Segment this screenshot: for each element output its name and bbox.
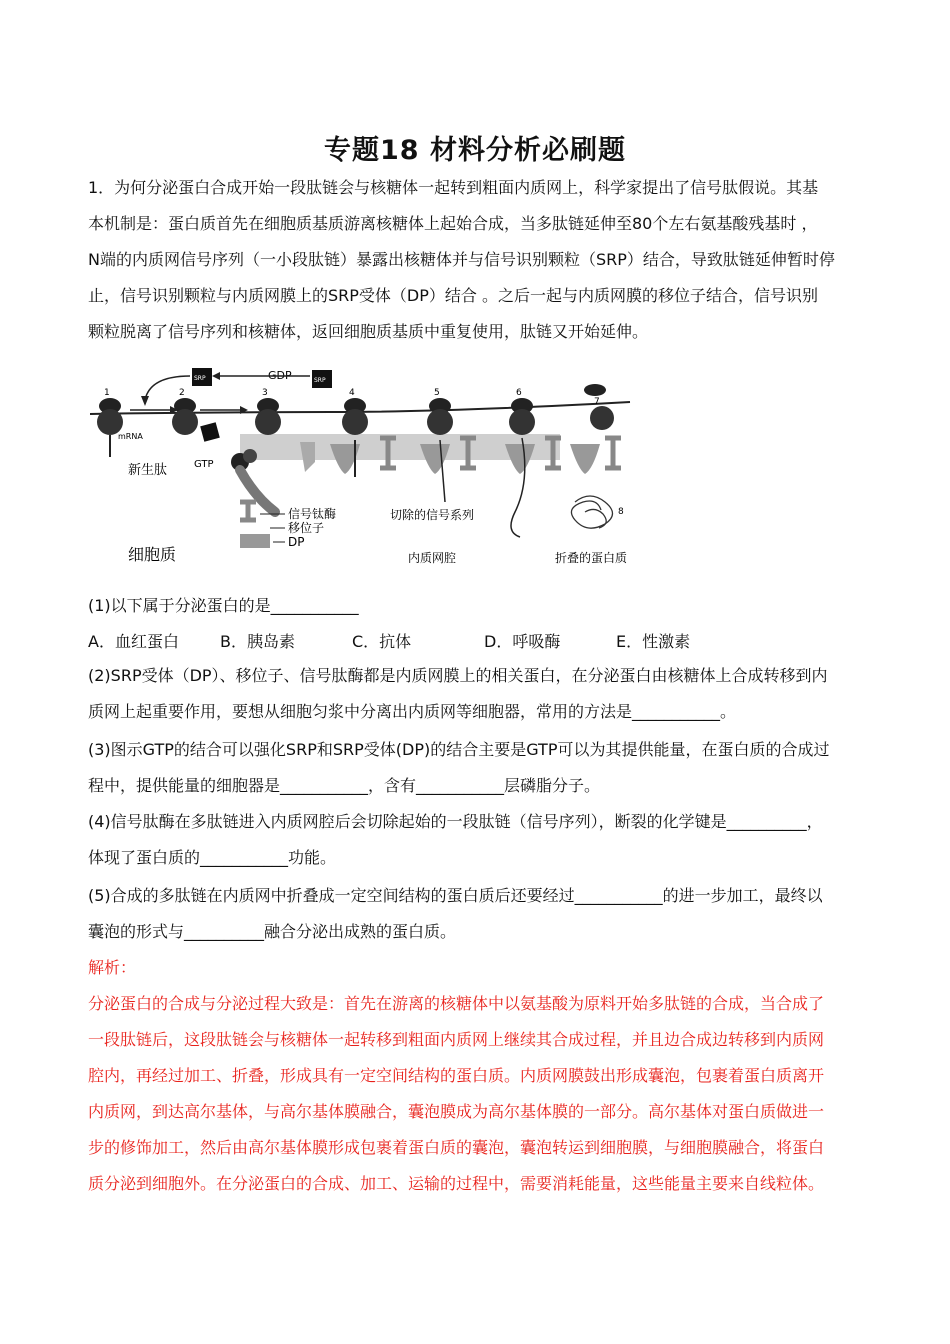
ribosome-5 — [427, 398, 453, 435]
step-2: 2 — [179, 388, 185, 398]
folded-protein — [571, 496, 612, 528]
analysis-line-2: 一段肽链后，这段肽链会与核糖体一起转移到粗面内质网上继续其合成过程，并且边合成边转移到内质网 — [88, 1030, 825, 1049]
q1-sub5-line-1: (5)合成的多肽链在内质网中折叠成一定空间结构的蛋白质后还要经过___________的进一步加工，最终以 — [88, 886, 823, 905]
analysis-line-4: 内质网，到达高尔基体，与高尔基体膜融合，囊泡膜成为高尔基体膜的一部分。高尔基体对蛋白质做进一 — [88, 1102, 825, 1121]
q1-sub4-line-1: (4)信号肽酶在多肽链进入内质网腔后会切除起始的一段肽链（信号序列），断裂的化学键是__________， — [88, 812, 823, 831]
analysis-line-6: 质分泌到细胞外。在分泌蛋白的合成、加工、运输的过程中，需要消耗能量，这些能量主要来自线粒体。 — [88, 1174, 825, 1193]
q1-intro-line-2: 本机制是：蛋白质首先在细胞质基质游离核糖体上起始合成，当多肽链延伸至80个左右氨基酸残基时 ， — [88, 214, 818, 233]
srp-label-1: SRP — [194, 375, 206, 382]
gdp-label: GDP — [268, 369, 292, 382]
q1-sub4-line-2: 体现了蛋白质的___________功能。 — [88, 848, 337, 867]
step-5: 5 — [434, 388, 440, 398]
q1-intro-line-5: 颗粒脱离了信号序列和核糖体，返回细胞质基质中重复使用，肽链又开始延伸。 — [88, 322, 649, 341]
q1-sub5-line-2: 囊泡的形式与__________融合分泌出成熟的蛋白质。 — [88, 922, 457, 941]
dp-label: DP — [288, 535, 305, 549]
option-a: A．血红蛋白 — [88, 632, 179, 651]
option-b: B．胰岛素 — [220, 632, 295, 651]
q1-intro-line-3: N端的内质网信号序列（一小段肽链）暴露出核糖体并与信号识别颗粒（SRP）结合，导致肽链延伸暂时停 — [88, 250, 835, 269]
q1-sub3-line-1: (3)图示GTP的结合可以强化SRP和SRP受体(DP)的结合主要是GTP可以为其提供能量，在蛋白质的合成过 — [88, 740, 830, 759]
ribosome-7 — [584, 384, 614, 430]
step-1: 1 — [104, 388, 110, 398]
q1-intro-line-1: 1．为何分泌蛋白合成开始一段肽链会与核糖体一起转到粗面内质网上，科学家提出了信号肽假说。其基 — [88, 178, 819, 197]
option-c: C．抗体 — [352, 632, 412, 651]
step-3: 3 — [262, 388, 268, 398]
step-7: 7 — [594, 397, 600, 407]
analysis-line-3: 腔内，再经过加工、折叠，形成具有一定空间结构的蛋白质。内质网膜鼓出形成囊泡，包裹着蛋白质离开 — [88, 1066, 825, 1085]
cytoplasm-label: 细胞质 — [128, 545, 177, 564]
cut-signal-label: 切除的信号系列 — [390, 508, 475, 522]
ribosome-1 — [97, 398, 123, 435]
signal-peptide-diagram — [90, 362, 642, 572]
er-lumen-label: 内质网腔 — [408, 551, 457, 565]
q1-sub1: (1)以下属于分泌蛋白的是___________ — [88, 596, 359, 615]
nascent-peptide-label: 新生肽 — [128, 463, 168, 478]
q1-intro-line-4: 止，信号识别颗粒与内质网膜上的SRP受体（DP）结合 。之后一起与内质网膜的移位子结合，信号识别 — [88, 286, 818, 305]
ribosome-3 — [255, 398, 281, 435]
step-4: 4 — [349, 388, 355, 398]
option-e: E．性激素 — [616, 632, 691, 651]
analysis-line-5: 步的修饰加工，然后由高尔基体膜形成包裹着蛋白质的囊泡，囊泡转运到细胞膜，与细胞膜融合，将蛋白 — [88, 1138, 825, 1157]
analysis-title: 解析： — [88, 958, 137, 977]
q1-sub2-line-1: (2)SRP受体（DP）、移位子、信号肽酶都是内质网膜上的相关蛋白，在分泌蛋白由核糖体上合成转移到内 — [88, 666, 828, 685]
mrna-label: mRNA — [118, 432, 143, 441]
step-6: 6 — [516, 388, 522, 398]
signal-peptidase-label: 信号钛酶 — [288, 507, 337, 521]
page-title: 专题18 材料分析必刷题 — [324, 135, 626, 166]
gtp-label: GTP — [194, 459, 214, 470]
option-d: D．呼吸酶 — [484, 632, 561, 651]
translocon-label: 移位子 — [288, 521, 325, 535]
step-8: 8 — [618, 507, 624, 517]
ribosome-6 — [509, 398, 535, 435]
ribosome-4 — [342, 398, 368, 435]
folded-protein-label: 折叠的蛋白质 — [555, 551, 628, 565]
q1-sub2-line-2: 质网上起重要作用，要想从细胞匀浆中分离出内质网等细胞器，常用的方法是___________。 — [88, 702, 737, 721]
q1-sub3-line-2: 程中，提供能量的细胞器是___________，含有___________层磷脂分子。 — [88, 776, 601, 795]
analysis-line-1: 分泌蛋白的合成与分泌过程大致是：首先在游离的核糖体中以氨基酸为原料开始多肽链的合成，当合成了 — [88, 994, 825, 1013]
ribosome-2 — [172, 398, 198, 435]
srp-label-2: SRP — [314, 377, 326, 384]
